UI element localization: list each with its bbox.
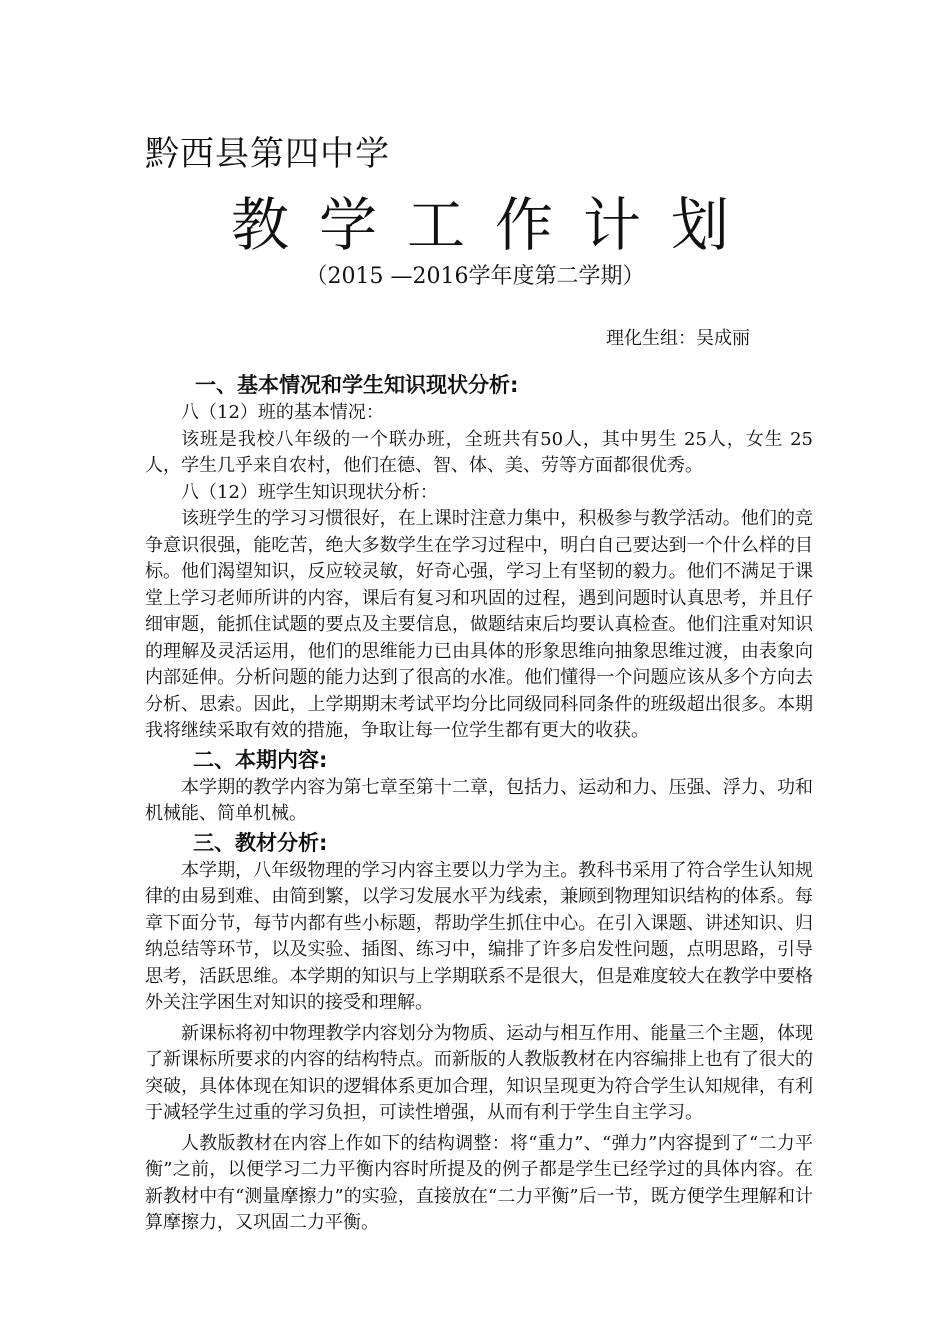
textbook-analysis-paragraph-2: 新课标将初中物理教学内容划分为物质、运动与相互作用、能量三个主题，体现了新课标所要求的内容的结构特点。而新版的人教版教材在内容编排上也有了很大的突破，具体体现在知识的逻辑体系更加合理，知识呈现更为符合学生认知规律，有利于减轻学生过重的学习负担，可读性增强，从而有利于学生自主学习。 — [145, 1022, 813, 1123]
section-2-heading: 二、本期内容: — [193, 747, 328, 772]
term-content-paragraph: 本学期的教学内容为第七章至第十二章，包括力、运动和力、压强、浮力、功和机械能、简单机械。 — [145, 776, 813, 824]
class-basic-subheading: 八（12）班的基本情况： — [181, 402, 384, 423]
textbook-analysis-paragraph-3: 人教版教材在内容上作如下的结构调整：将“重力”、“弹力”内容提到了“二力平衡”之前，以便学习二力平衡内容时所提及的例子都是学生已经学过的具体内容。在新教材中有“测量摩擦力”的实验，直接放在“二力平衡”后一节，既方便学生理解和计算摩擦力，又巩固二力平衡。 — [145, 1132, 813, 1233]
section-3-heading: 三、教材分析: — [193, 830, 328, 855]
textbook-analysis-paragraph-1: 本学期，八年级物理的学习内容主要以力学为主。教科书采用了符合学生认知规律的由易到难、由简到繁，以学习发展水平为线索，兼顾到物理知识结构的体系。每章下面分节，每节内都有些小标题，帮助学生抓住中心。在引入课题、讲述知识、归纳总结等环节，以及实验、插图、练习中，编排了许多启发性问题，点明思路，引导思考，活跃思维。本学期的知识与上学期联系不是很大，但是难度较大在教学中要格外关注学困生对知识的接受和理解。 — [145, 859, 813, 1013]
document-title: 教学工作计划 — [230, 191, 759, 259]
class-knowledge-paragraph: 该班学生的学习习惯很好，在上课时注意力集中，积极参与教学活动。他们的竞争意识很强，能吃苦，绝大多数学生在学习过程中，明白自己要达到一个什么样的目标。他们渴望知识，反应较灵敏，好奇心强，学习上有坚韧的毅力。他们不满足于课堂上学习老师所讲的内容，课后有复习和巩固的过程，遇到问题时认真思考，并且仔细审题，能抓住试题的要点及主要信息，做题结束后均要认真检查。他们注重对知识的理解及灵活运用，他们的思维能力已由具体的形象思维向抽象思维过渡，由表象向内部延伸。分析问题的能力达到了很高的水准。他们懂得一个问题应该从多个方向去分析、思索。因此，上学期期末考试平均分比同级同科同条件的班级超出很多。本期我将继续采取有效的措施，争取让每一位学生都有更大的收获。 — [145, 508, 813, 741]
document-body — [145, 370, 813, 1237]
section-1-heading: 一、基本情况和学生知识现状分析: — [195, 373, 519, 397]
document-subtitle: （2015 —2016学年度第二学期） — [305, 264, 645, 289]
author-line: 理化生组：吴成丽 — [606, 328, 750, 349]
class-basic-paragraph: 该班是我校八年级的一个联办班，全班共有50人，其中男生 25人，女生 25人，学生几乎来自农村，他们在德、智、体、美、劳等方面都很优秀。 — [145, 428, 813, 476]
class-knowledge-subheading: 八（12）班学生知识现状分析： — [181, 481, 438, 503]
school-name: 黔西县第四中学 — [145, 134, 390, 174]
